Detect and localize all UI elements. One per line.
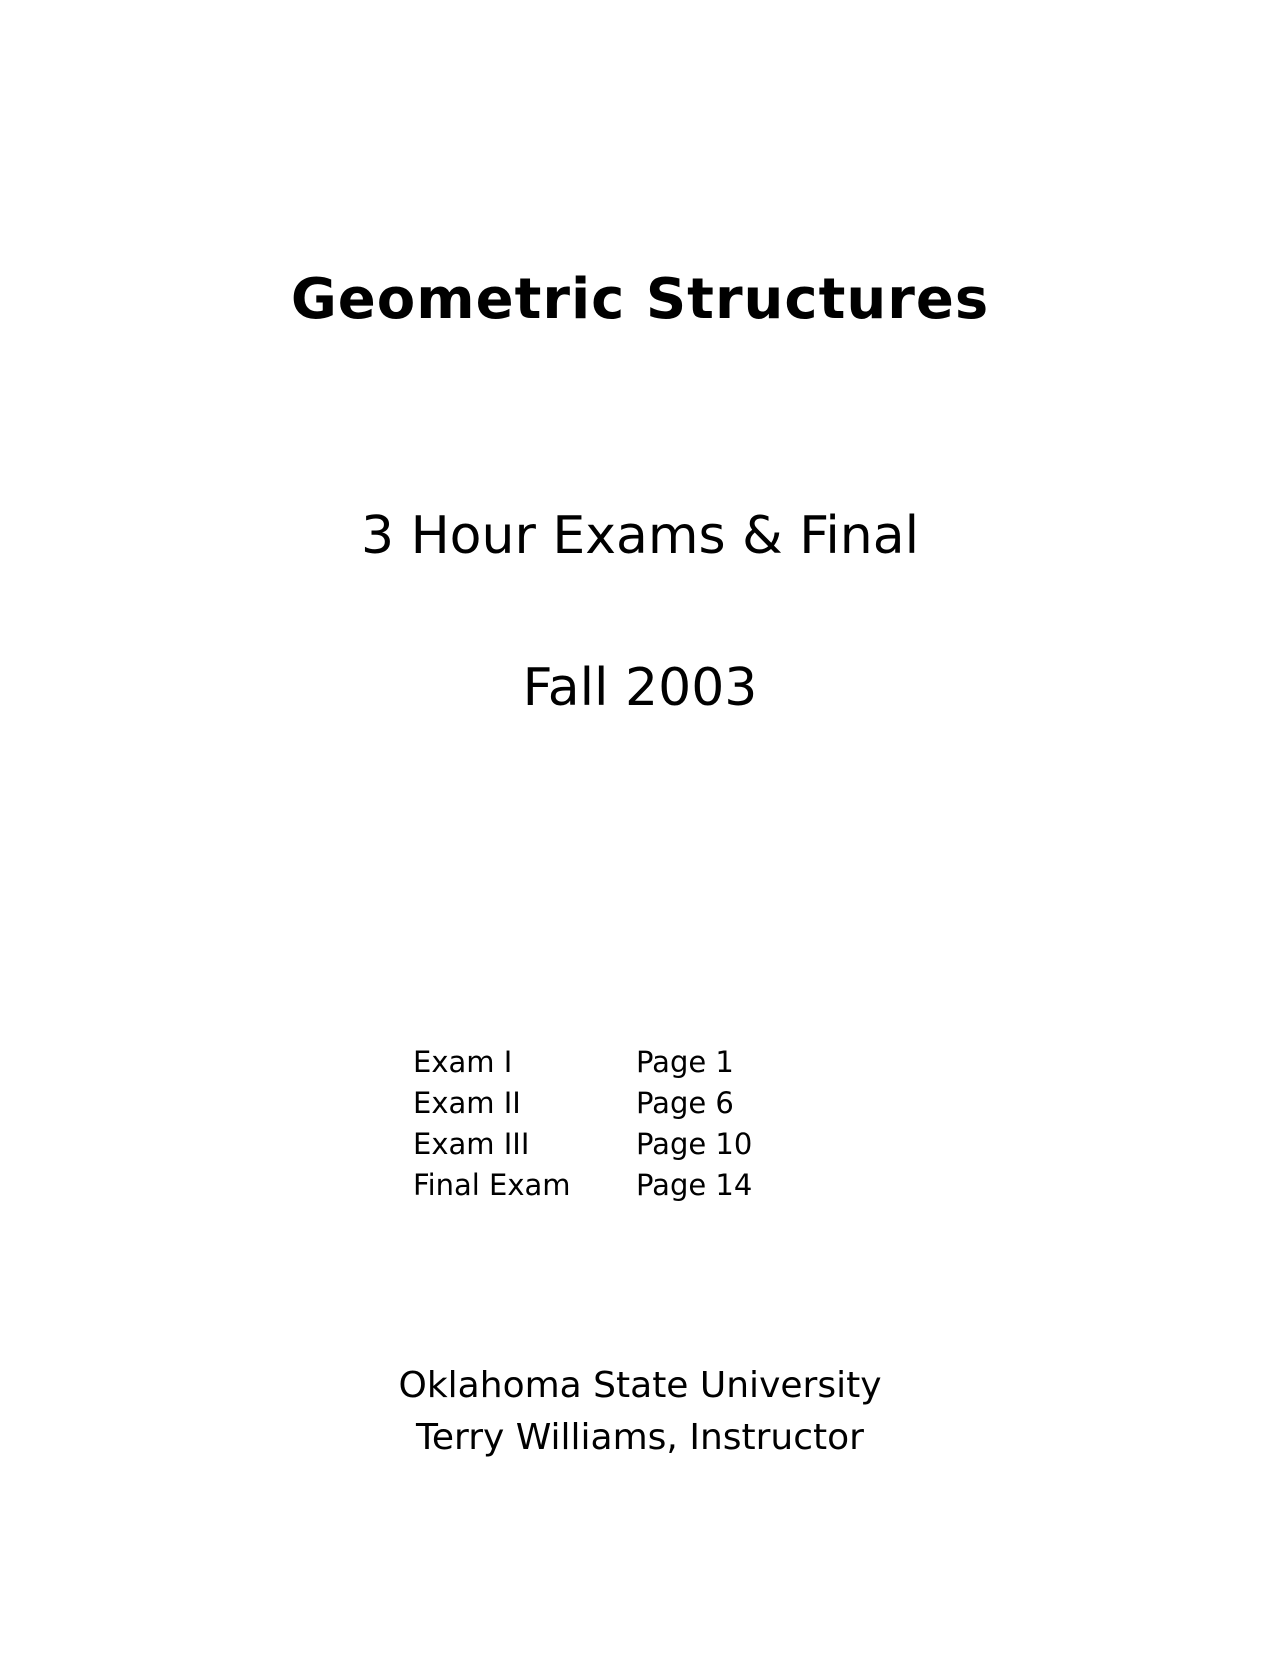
toc-row-exam-1 xyxy=(413,1042,813,1083)
toc-page: Page 6 xyxy=(636,1086,734,1120)
toc-row-final-exam xyxy=(413,1165,813,1206)
toc-row-exam-3 xyxy=(413,1124,813,1165)
toc-label: Exam II xyxy=(413,1086,521,1120)
toc-label: Exam I xyxy=(413,1045,513,1079)
toc-page: Page 14 xyxy=(636,1168,753,1202)
document-footer xyxy=(0,1360,1280,1464)
instructor-name: Terry Williams, Instructor xyxy=(416,1417,864,1458)
document-title: Geometric Structures xyxy=(290,267,990,332)
toc-page: Page 10 xyxy=(636,1127,753,1161)
institution-name: Oklahoma State University xyxy=(398,1365,882,1406)
toc-page: Page 1 xyxy=(636,1045,734,1079)
toc-row-exam-2 xyxy=(413,1083,813,1124)
document-subtitle: 3 Hour Exams & Final xyxy=(360,506,920,566)
toc-label: Final Exam xyxy=(413,1168,571,1202)
table-of-contents xyxy=(413,1042,813,1206)
toc-label: Exam III xyxy=(413,1127,530,1161)
document-term: Fall 2003 xyxy=(522,658,758,718)
